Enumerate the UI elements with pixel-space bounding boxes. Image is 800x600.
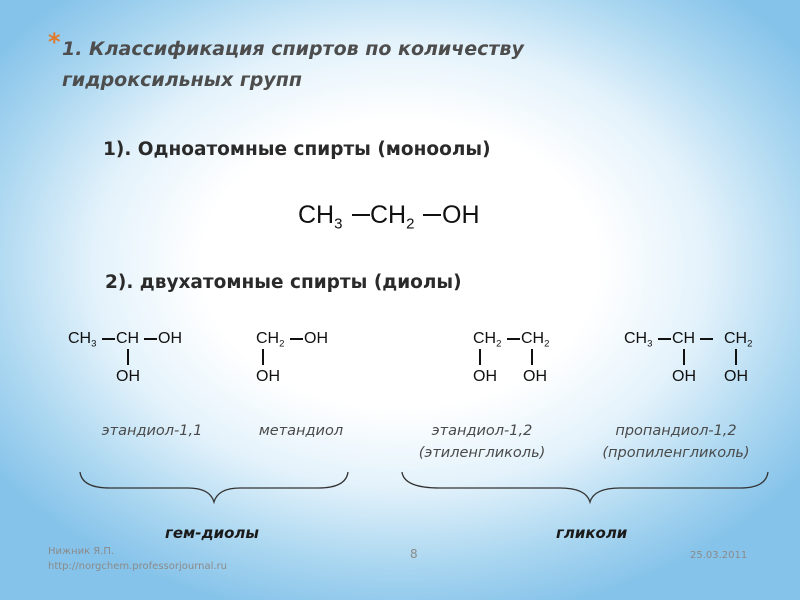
name-ethanediol-1-2: этандиол-1,2 bbox=[431, 423, 533, 439]
ethanol-oh: OH bbox=[442, 201, 480, 229]
ch-group: CH bbox=[116, 330, 140, 347]
ethanol-ch2: $CH_2$ bbox=[370, 201, 415, 233]
brace-gem-diols bbox=[80, 472, 348, 502]
oh-group: OH bbox=[256, 368, 280, 385]
name-propylene-glycol: (пропиленгликоль) bbox=[602, 445, 750, 461]
name-ethylene-glycol: (этиленгликоль) bbox=[418, 445, 546, 461]
group-glycols: гликоли bbox=[556, 524, 628, 542]
name-propanediol-1-2: пропандиол-1,2 bbox=[615, 423, 737, 439]
slide-title: 1. Классификация спиртов по количеству гидроксильных групп bbox=[62, 38, 524, 91]
footer-date: 25.03.2011 bbox=[690, 550, 748, 561]
oh-group: OH bbox=[672, 368, 696, 385]
ch2-group: $CH_2$ bbox=[473, 330, 502, 350]
ch2-group: $CH_2$ bbox=[724, 330, 753, 350]
ch3-group: $CH_3$ bbox=[68, 330, 97, 350]
footer-author: Нижник Я.П. bbox=[48, 546, 115, 557]
oh-group: OH bbox=[158, 330, 182, 347]
page-number: 8 bbox=[410, 547, 418, 561]
footer-url[interactable]: http://norgchem.professorjournal.ru bbox=[48, 561, 228, 572]
ch2-group: $CH_2$ bbox=[256, 330, 285, 350]
ethanol-ch3: $CH_3$ bbox=[298, 201, 343, 233]
heading-monools: 1). Одноатомные спирты (моноолы) bbox=[103, 139, 491, 160]
name-methanediol: метандиол bbox=[258, 423, 344, 439]
brace-glycols bbox=[402, 472, 768, 502]
oh-group: OH bbox=[724, 368, 748, 385]
group-gem-diols: гем-диолы bbox=[165, 524, 259, 542]
ch-group: CH bbox=[672, 330, 696, 347]
oh-group: OH bbox=[473, 368, 497, 385]
oh-group: OH bbox=[523, 368, 547, 385]
oh-group: OH bbox=[304, 330, 328, 347]
title-bullet: * bbox=[48, 28, 61, 56]
heading-diols: 2). двухатомные спирты (диолы) bbox=[105, 272, 462, 293]
ch3-group: $CH_3$ bbox=[624, 330, 653, 350]
footer-credit bbox=[48, 544, 227, 574]
oh-group: OH bbox=[116, 368, 140, 385]
ch2-group: $CH_2$ bbox=[521, 330, 550, 350]
name-ethanediol-1-1: этандиол-1,1 bbox=[101, 423, 203, 439]
